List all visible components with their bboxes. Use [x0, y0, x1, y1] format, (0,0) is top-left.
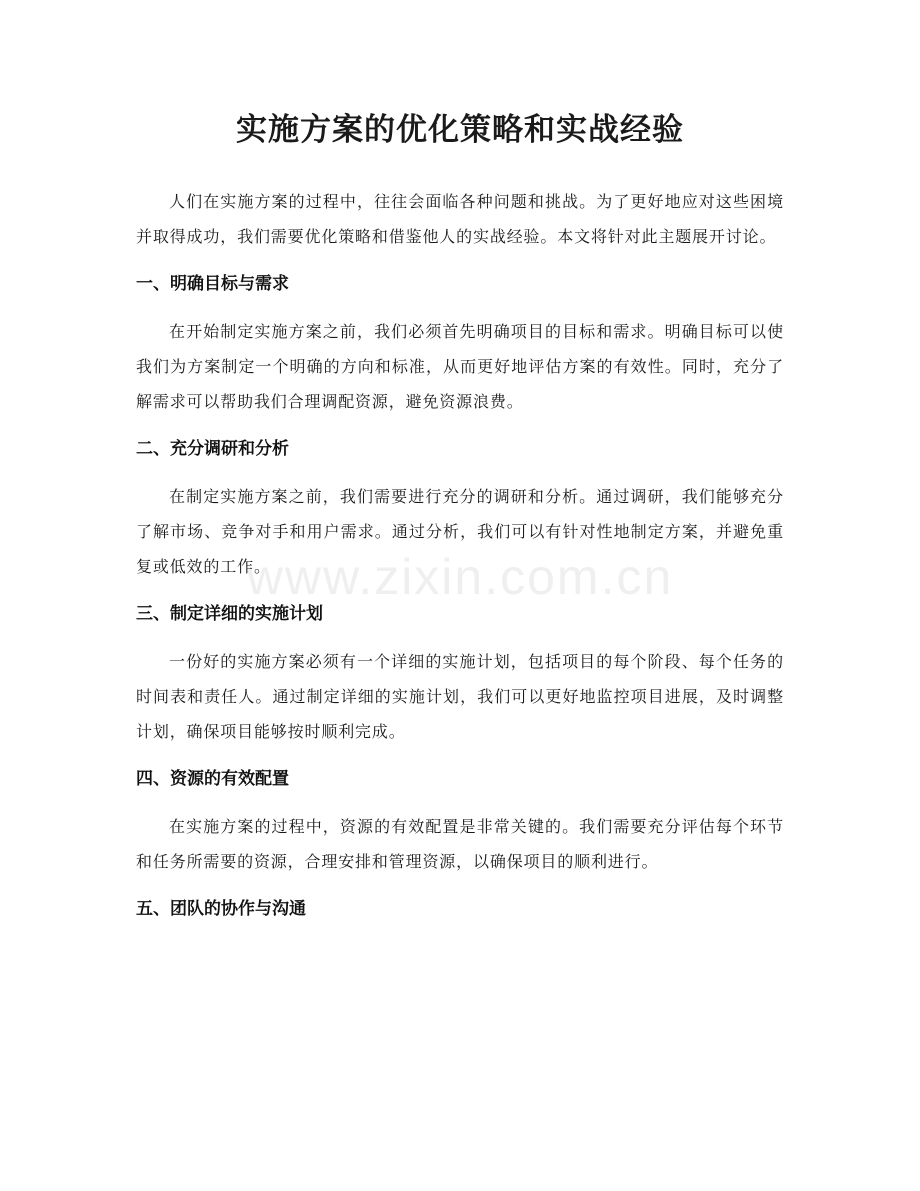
section-heading-2: 二、充分调研和分析	[136, 439, 289, 459]
watermark-text: www.zixin.com.cn	[246, 549, 674, 605]
section-paragraph-2: 在制定实施方案之前，我们需要进行充分的调研和分析。通过调研，我们能够充分了解市场、竞争对手和用户需求。通过分析，我们可以有针对性地制定方案，并避免重复或低效的工作。	[136, 487, 784, 576]
document-body	[136, 184, 784, 939]
section-heading-3: 三、制定详细的实施计划	[136, 604, 323, 624]
page-title: 实施方案的优化策略和实战经验	[236, 112, 684, 148]
section-paragraph-4: 在实施方案的过程中，资源的有效配置是非常关键的。我们需要充分评估每个环节和任务所需要的资源，合理安排和管理资源，以确保项目的顺利进行。	[136, 817, 784, 871]
section-paragraph-1: 在开始制定实施方案之前，我们必须首先明确项目的目标和需求。明确目标可以使我们为方案制定一个明确的方向和标准，从而更好地评估方案的有效性。同时，充分了解需求可以帮助我们合理调配资源，避免资源浪费。	[136, 322, 784, 411]
section-paragraph-3: 一份好的实施方案必须有一个详细的实施计划，包括项目的每个阶段、每个任务的时间表和责任人。通过制定详细的实施计划，我们可以更好地监控项目进展，及时调整计划，确保项目能够按时顺利完成。	[136, 652, 784, 741]
section-heading-1: 一、明确目标与需求	[136, 274, 289, 294]
section-heading-5: 五、团队的协作与沟通	[136, 899, 306, 919]
section-heading-4: 四、资源的有效配置	[136, 769, 289, 789]
intro-paragraph: 人们在实施方案的过程中，往往会面临各种问题和挑战。为了更好地应对这些困境并取得成功，我们需要优化策略和借鉴他人的实战经验。本文将针对此主题展开讨论。	[136, 192, 784, 246]
